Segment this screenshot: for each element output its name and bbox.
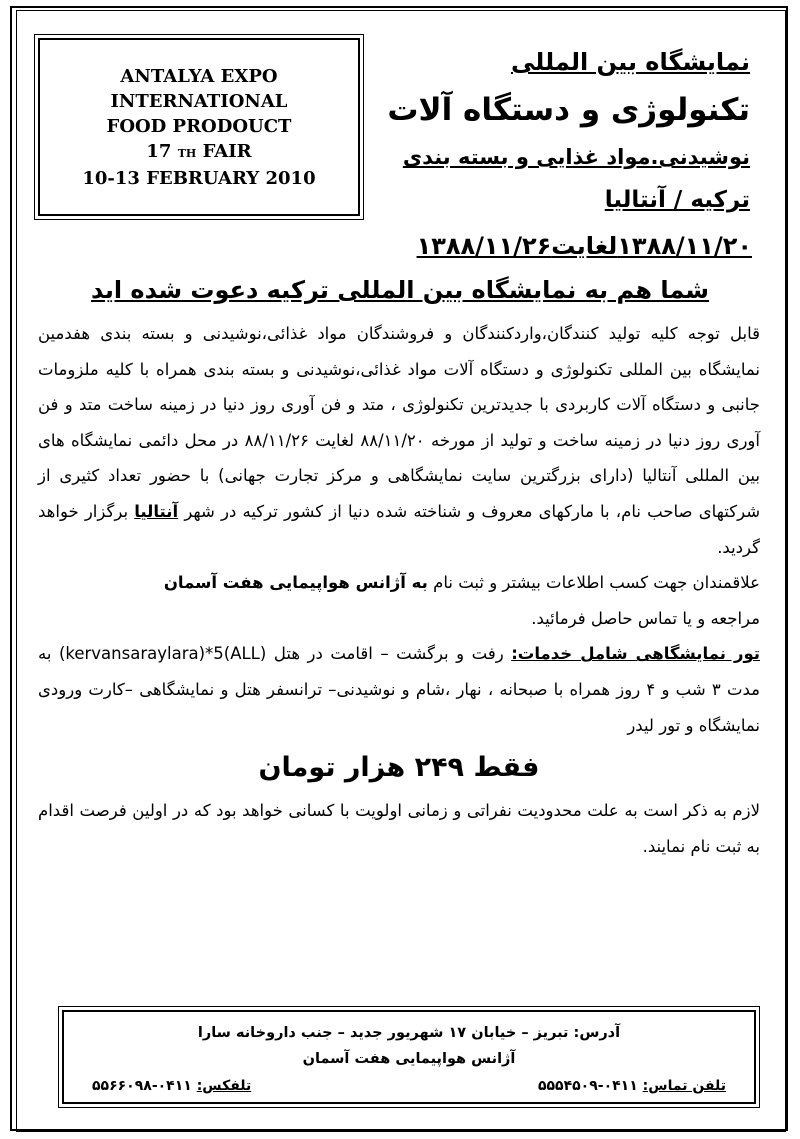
address-text: تبریز – خیابان ۱۷ شهریور جدید – جنب داروخانه سارا xyxy=(197,1025,574,1041)
intro-end: برگزار خواهد گردید. xyxy=(38,501,760,557)
intro-text: قابل توجه کلیه تولید کنندگان،واردکنندگان و فروشندگان مواد غذائی،نوشیدنی و بسته بندی هفدمین نمایشگاه بین المللی تکنولوژی و دستگاه آلات مواد غذائی،نوشیدنی و بسته بندی همراه با کلیه ملزومات جانبی و دستگاه آلات کاربردی با جدیدترین تکنولوژی ، متد و فن آوری روز دنیا در زمینه ساخت متد و فن آوری روز دنیا در زمینه ساخت و تولید از مورخه ۸۸/۱۱/۲۰ لغایت ۸۸/۱۱/۲۶ در محل دائمی نمایشگاه های بین المللی آنتالیا (دارای بزرگترین سایت نمایشگاهی و مرکز تجارت جهانی) با حضور تعداد کثیری از شرکتهای صاحب نام، با مارکهای معروف و شناخته شده دنیا از کشور ترکیه در شهر xyxy=(38,324,761,521)
phone-label: تلفن تماس: xyxy=(642,1078,726,1094)
paragraph-intro xyxy=(38,316,760,565)
city-name: آنتالیا xyxy=(134,501,179,521)
invitation-headline: شما هم به نمایشگاه بین المللی ترکیه دعوت شده اید xyxy=(90,276,710,304)
fax-number: ۰۴۱۱-۵۵۶۶۰۹۸ xyxy=(92,1078,197,1094)
en-line-4 xyxy=(146,139,251,166)
english-info-box xyxy=(38,38,360,216)
paragraph-tour xyxy=(38,636,760,743)
title-food-packaging: نوشیدنی.مواد غذایی و بسته بندی xyxy=(402,145,750,169)
fair-number: 17 xyxy=(146,140,172,162)
address-box xyxy=(62,1010,756,1104)
hotel-name: (kervansaraylara)*5(ALL) xyxy=(58,644,267,664)
address-label: آدرس: xyxy=(573,1025,621,1041)
tour-text-1: رفت و برگشت – اقامت در هتل xyxy=(273,644,512,664)
price: فقط ۲۴۹ هزار تومان xyxy=(258,752,540,784)
en-line-2: INTERNATIONAL xyxy=(110,90,288,112)
paragraph-registration xyxy=(38,565,760,636)
fax-label: تلفکس: xyxy=(196,1078,252,1094)
fair-word: FAIR xyxy=(196,140,252,162)
en-line-3: FOOD PRODOUCT xyxy=(106,115,292,137)
body-text xyxy=(38,316,760,864)
title-location: ترکیه / آنتالیا xyxy=(604,187,750,213)
tour-text-2: به مدت ۳ شب و ۴ روز همراه با صبحانه ، نهار ،شام و نوشیدنی– ترانسفر هتل و نمایشگاهی –کارت ورودی نمایشگاه و تور لیدر xyxy=(38,644,761,735)
registration-text: علاقمندان جهت کسب اطلاعات بیشتر و ثبت نام xyxy=(433,573,760,593)
en-line-1: ANTALYA EXPO xyxy=(120,65,278,87)
contact-row xyxy=(92,1078,726,1094)
en-line-5: 10-13 FEBRUARY 2010 xyxy=(82,167,316,189)
agency-line: آژانس هواپیمایی هفت آسمان xyxy=(302,1051,516,1067)
paragraph-note: لازم به ذکر است به علت محدودیت نفراتی و زمانی اولویت با کسانی خواهد بود که در اولین فرصت اقدام به ثبت نام نمایند. xyxy=(38,801,760,856)
address-line xyxy=(64,1020,754,1046)
registration-end: مراجعه و یا تماس حاصل فرمائید. xyxy=(531,608,760,628)
agency-name: به آژانس هواپیمایی هفت آسمان xyxy=(163,573,428,593)
fax-info xyxy=(92,1078,251,1094)
phone-number: ۰۴۱۱-۵۵۵۴۵۰۹ xyxy=(537,1078,643,1094)
phone-info xyxy=(538,1078,726,1094)
fair-ordinal-suffix: TH xyxy=(177,146,197,160)
tour-label: تور نمایشگاهی شامل خدمات: xyxy=(511,644,760,664)
title-exhibition: نمایشگاه بین المللی xyxy=(510,48,750,76)
title-technology: تکنولوژی و دستگاه آلات xyxy=(387,92,750,128)
title-dates: ۱۳۸۸/۱۱/۲۰لغایت۱۳۸۸/۱۱/۲۶ xyxy=(416,232,752,260)
